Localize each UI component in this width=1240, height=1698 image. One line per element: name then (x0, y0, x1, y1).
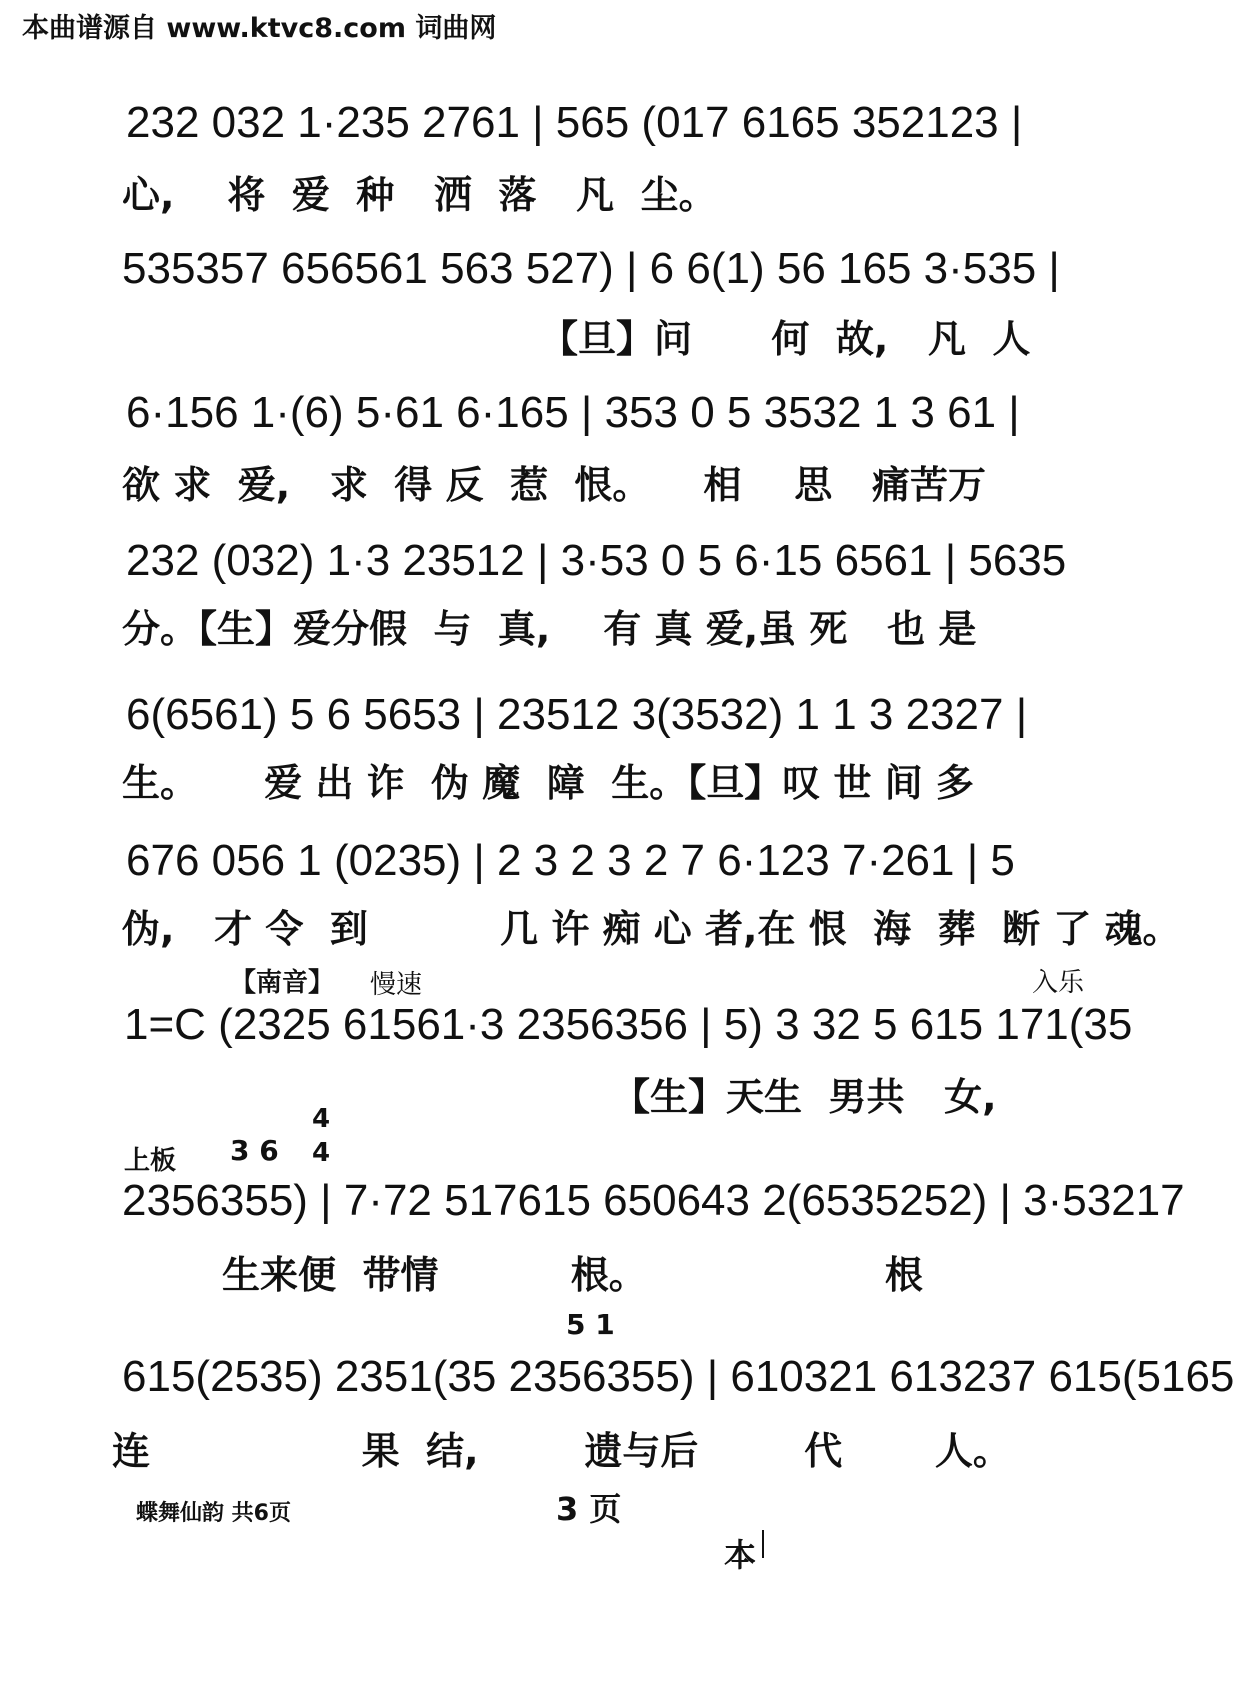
lyric-line-7: 【生】天生 男共 女, (612, 1075, 997, 1119)
lyric-line-2: 【旦】问 何 故, 凡 人 (540, 317, 1031, 361)
notation-line-5: 6(6561) 5 6 5653 | 23512 3(3532) 1 1 3 2327 | (126, 690, 1028, 739)
upper-notes-a: 3 6 (230, 1134, 279, 1167)
footer-title: 蝶舞仙韵 共6页 (136, 1501, 291, 1526)
notation-line-9: 615(2535) 2351(35 2356355) | 610321 613237 615(5165 (122, 1352, 1235, 1401)
page-number: 3 页 (556, 1490, 622, 1528)
notation-line-3: 6·156 1·(6) 5·61 6·165 | 353 0 5 3532 1 3 61 | (126, 388, 1020, 437)
lyric-line-1: 心, 将 爱 种 洒 落 凡 尘。 (122, 173, 717, 217)
notation-line-2: 535357 656561 563 527) | 6 6(1) 56 165 3·535 | (122, 244, 1060, 293)
notation-line-8: 2356355) | 7·72 517615 650643 2(6535252) | 3·53217 (122, 1176, 1185, 1225)
footer-rule (762, 1530, 764, 1558)
notation-line-7: 1=C (2325 61561·3 2356356 | 5) 3 32 5 615 171(35 (124, 1000, 1133, 1049)
lyric-line-3: 欲 求 爱, 求 得 反 惹 恨。 相 思 痛苦万 (122, 463, 986, 507)
notation-line-4: 232 (032) 1·3 23512 | 3·53 0 5 6·15 6561 | 5635 (126, 536, 1067, 585)
notation-line-6: 676 056 1 (0235) | 2 3 2 3 2 7 6·123 7·261 | 5 (126, 836, 1015, 885)
time-signature-top: 4 (312, 1104, 331, 1134)
notation-line-1: 232 032 1·235 2761 | 565 (017 6165 352123 | (126, 98, 1023, 147)
upper-notes-b: 5 1 (566, 1308, 615, 1341)
lyric-line-6: 伪, 才 令 到 几 许 痴 心 者,在 恨 海 葬 断 了 魂。 (122, 907, 1181, 951)
lyric-line-9: 连 果 结, 遗与后 代 人。 (112, 1429, 1011, 1473)
source-header: 本曲谱源自 www.ktvc8.com 词曲网 (22, 13, 497, 44)
tempo-marking: 慢速 (370, 970, 423, 1000)
lyric-line-4: 分。【生】爱分假 与 真, 有 真 爱,虽 死 也 是 (122, 607, 977, 651)
footer-fragment: 本 (724, 1536, 757, 1574)
time-signature-bottom: 4 (312, 1138, 331, 1168)
section-marker-shangban: 上板 (124, 1146, 177, 1176)
lyric-line-5: 生。 爱 出 诈 伪 魔 障 生。【旦】叹 世 间 多 (122, 761, 974, 805)
lyric-line-8: 生来便 带情 根。 根 (222, 1253, 923, 1297)
section-marker-nanyin: 【南音】 (230, 968, 335, 998)
entry-marking: 入乐 (1032, 968, 1085, 998)
